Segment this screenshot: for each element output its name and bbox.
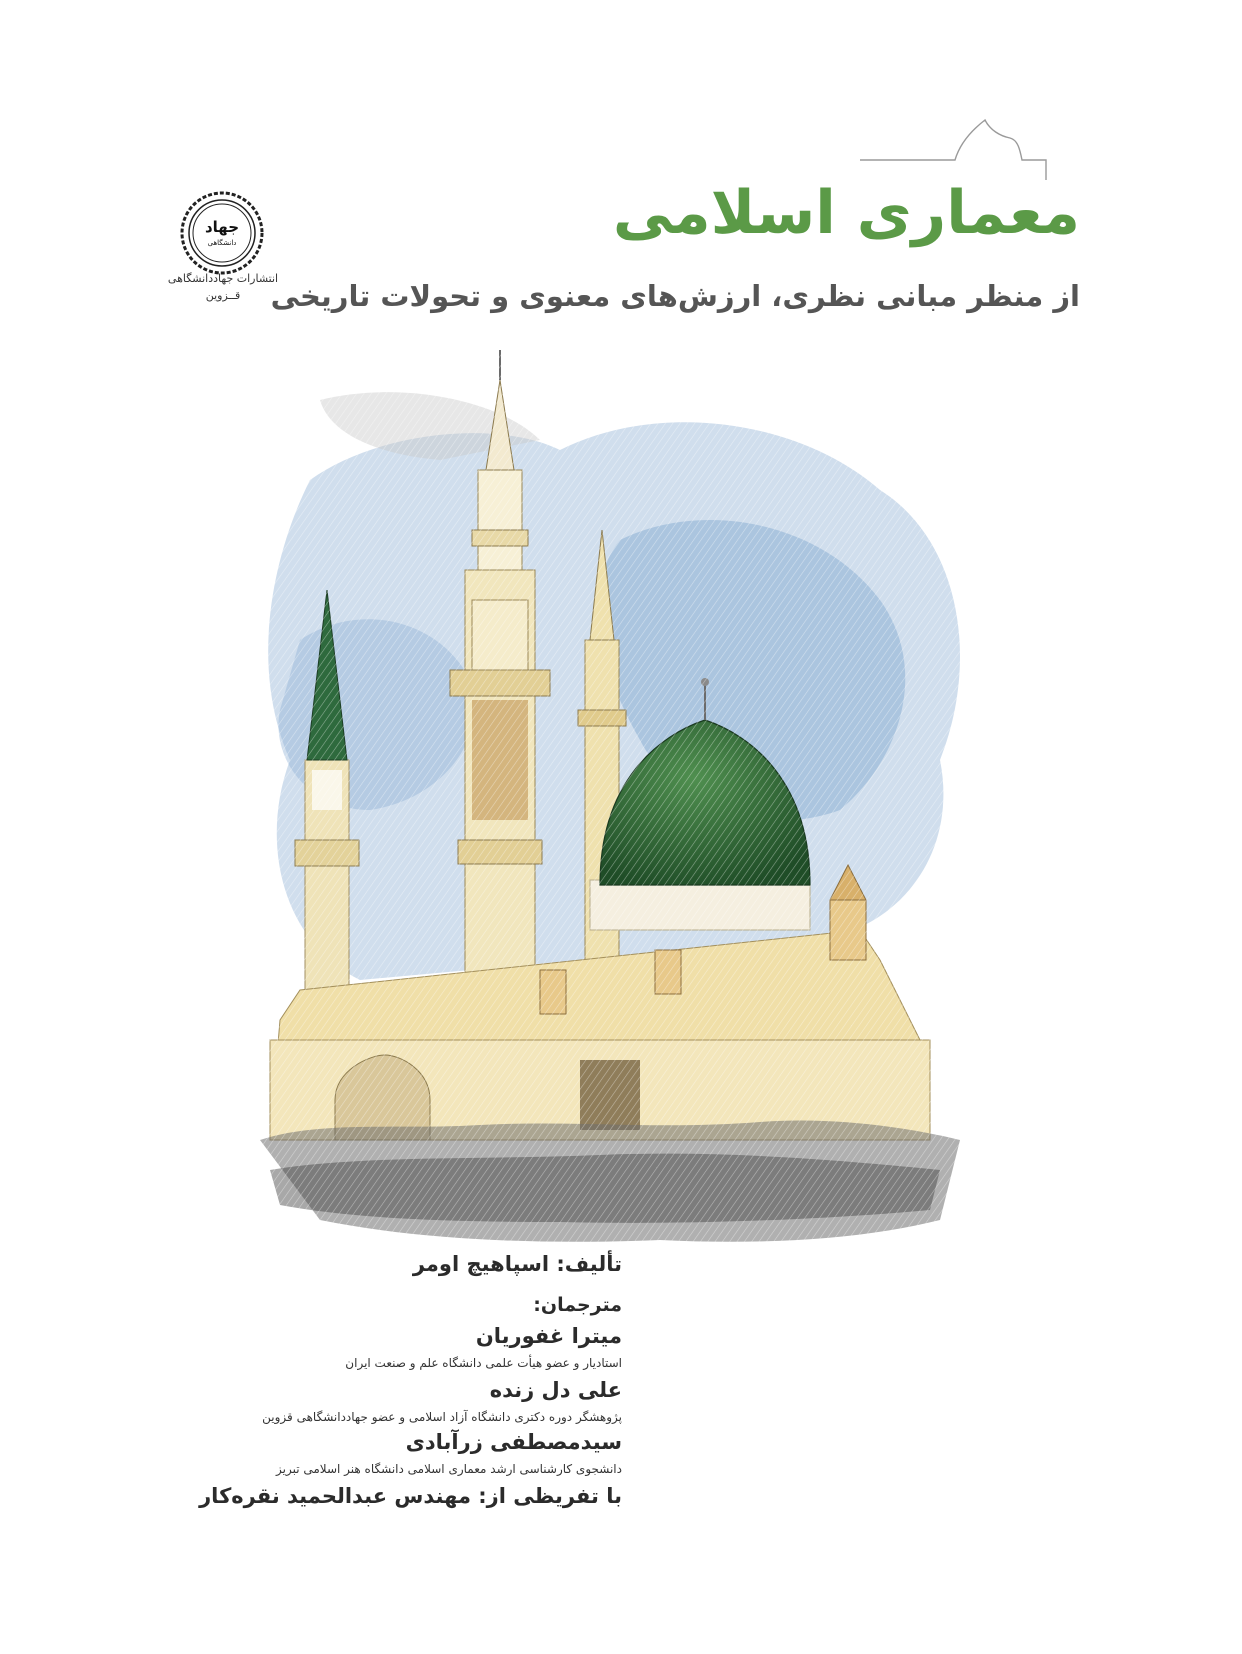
logo-text: جهاد — [204, 218, 240, 236]
translator-name: علی دل زنده — [489, 1378, 622, 1402]
translator-affiliation: دانشجوی کارشناسی ارشد معماری اسلامی دانشگاه هنر اسلامی تبریز — [276, 1462, 622, 1476]
translator-name: میترا غفوریان — [475, 1324, 622, 1348]
translator-name: سیدمصطفی زرآبادی — [405, 1430, 622, 1454]
translator-affiliation: پژوهشگر دوره دکتری دانشگاه آزاد اسلامی و عضو جهاددانشگاهی قزوین — [262, 1410, 622, 1424]
publisher-name — [150, 270, 296, 304]
translators-label: مترجمان: — [533, 1294, 622, 1316]
translator-affiliation: استادیار و عضو هیأت علمی دانشگاه علم و صنعت ایران — [345, 1356, 622, 1370]
author-line: تألیف: اسپاهیچ اومر — [412, 1252, 622, 1276]
mosque-illustration — [240, 340, 1000, 1260]
publisher-name-line2: قــزوین — [205, 289, 241, 302]
foreword-line: با تفریظی از: مهندس عبدالحمید نقره‌کار — [199, 1484, 622, 1508]
book-subtitle: از منظر مبانی نظری، ارزش‌های معنوی و تحولات تاریخی — [270, 279, 1080, 313]
book-title: معماری اسلامی — [612, 178, 1080, 248]
logo-subtext: دانشگاهی — [207, 239, 237, 247]
publisher-name-line1: انتشارات جهاددانشگاهی — [167, 272, 279, 285]
seal-icon — [179, 190, 265, 276]
